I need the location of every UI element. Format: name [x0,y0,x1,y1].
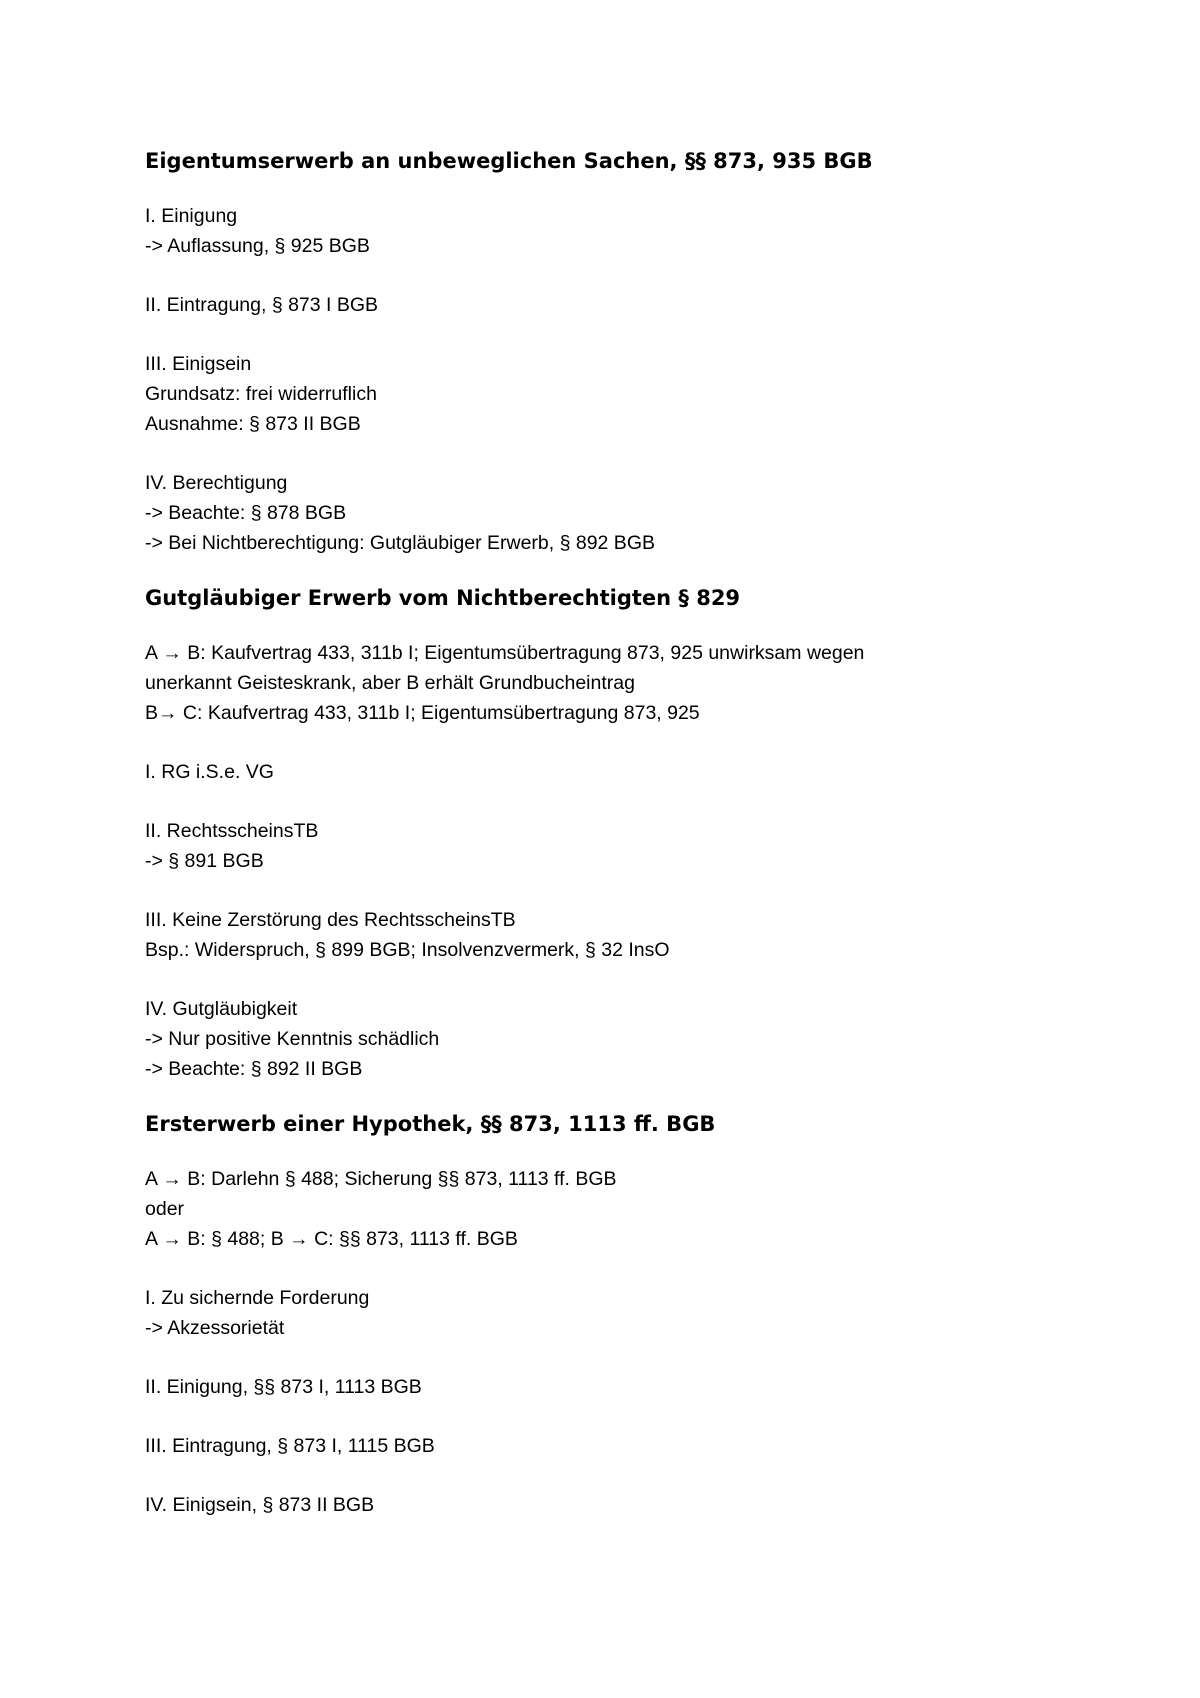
section-eigentumserwerb [145,146,1085,558]
section-gutglaeubiger-erwerb [145,583,1085,1084]
text-line: oder [145,1198,185,1220]
text-line: -> Bei Nichtberechtigung: Gutgläubiger Erwerb, § 892 BGB [145,532,655,554]
text-line: Ausnahme: § 873 II BGB [145,413,361,435]
text-line: II. RechtsscheinsTB [145,820,319,842]
text-line: -> Auflassung, § 925 BGB [145,235,370,257]
text-line: III. Eintragung, § 873 I, 1115 BGB [145,1435,435,1457]
text-line: -> Nur positive Kenntnis schädlich [145,1028,440,1050]
block-einigsein [145,349,1085,439]
section-hypothek [145,1109,1085,1520]
text-line: IV. Berechtigung [145,472,288,494]
text-line: -> Beachte: § 892 II BGB [145,1058,363,1080]
text-line: B→ C: Kaufvertrag 433, 311b I; Eigentumsübertragung 873, 925 [145,702,700,724]
text-line: IV. Einigsein, § 873 II BGB [145,1494,375,1516]
text-line: unerkannt Geisteskrank, aber B erhält Grundbucheintrag [145,672,635,694]
block-forderung [145,1283,1085,1343]
text-line: -> Beachte: § 878 BGB [145,502,347,524]
section-heading: Eigentumserwerb an unbeweglichen Sachen, §§ 873, 935 BGB [145,149,873,173]
text-line: A → B: Kaufvertrag 433, 311b I; Eigentumsübertragung 873, 925 unwirksam wegen [145,642,865,664]
block-sachverhalt [145,1164,1085,1254]
block-gutglaeubigkeit [145,994,1085,1084]
text-line: A → B: § 488; B → C: §§ 873, 1113 ff. BGB [145,1228,518,1250]
block-rechtsscheinstb [145,816,1085,876]
text-line: I. RG i.S.e. VG [145,761,274,783]
text-line: -> Akzessorietät [145,1317,285,1339]
block-eintragung [145,290,1085,320]
text-line: III. Einigsein [145,353,252,375]
text-line: I. Einigung [145,205,238,227]
section-heading: Gutgläubiger Erwerb vom Nichtberechtigten § 829 [145,586,741,610]
block-einigsein [145,1490,1085,1520]
text-line: III. Keine Zerstörung des RechtsscheinsTB [145,909,516,931]
block-rg [145,757,1085,787]
text-line: I. Zu sichernde Forderung [145,1287,370,1309]
text-line: A → B: Darlehn § 488; Sicherung §§ 873, 1113 ff. BGB [145,1168,617,1190]
text-line: Bsp.: Widerspruch, § 899 BGB; Insolvenzvermerk, § 32 InsO [145,939,670,961]
text-line: IV. Gutgläubigkeit [145,998,298,1020]
block-einigung [145,201,1085,261]
block-sachverhalt [145,638,1085,728]
block-eintragung [145,1431,1085,1461]
text-line: II. Einigung, §§ 873 I, 1113 BGB [145,1376,422,1398]
document-page [145,146,1085,1549]
block-keine-zerstoerung [145,905,1085,965]
block-einigung [145,1372,1085,1402]
text-line: II. Eintragung, § 873 I BGB [145,294,379,316]
section-heading: Ersterwerb einer Hypothek, §§ 873, 1113 ff. BGB [145,1112,716,1136]
text-line: Grundsatz: frei widerruflich [145,383,377,405]
text-line: -> § 891 BGB [145,850,264,872]
block-berechtigung [145,468,1085,558]
